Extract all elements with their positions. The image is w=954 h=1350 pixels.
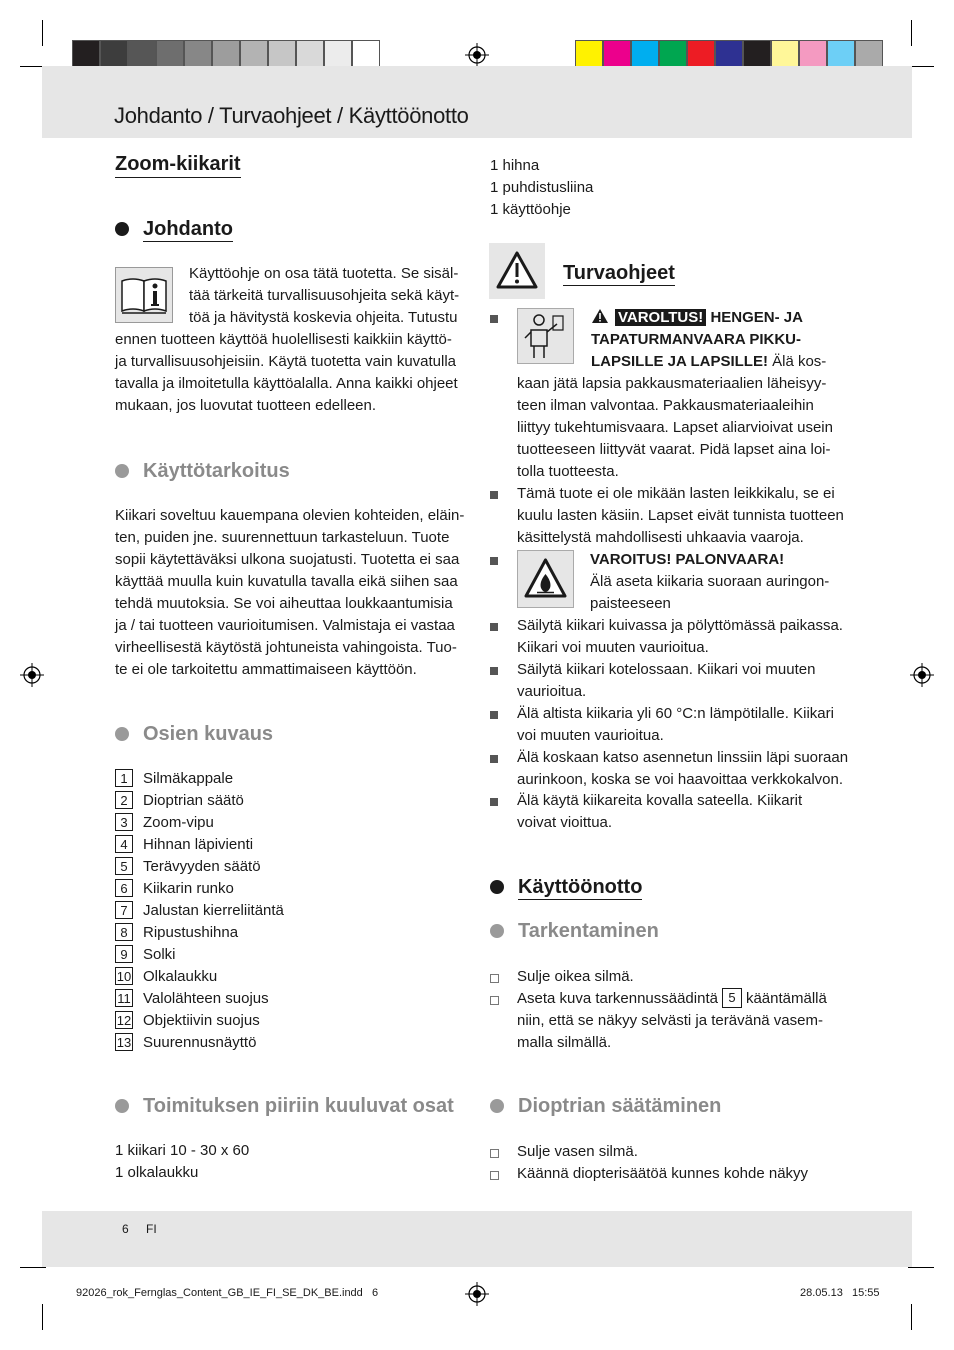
safety-item-heat: Älä altista kiikaria yli 60 °C:n lämpötilalle. Kiikari voi muuten vaurioitua. xyxy=(517,705,834,744)
part-label: Olkalaukku xyxy=(143,968,218,985)
checkbox-bullet xyxy=(490,996,499,1005)
part-number: 9 xyxy=(115,945,133,963)
color-swatch xyxy=(631,40,659,69)
color-swatch xyxy=(603,40,631,69)
color-swatch xyxy=(659,40,687,69)
purpose-text: Kiikari soveltuu kauempana olevien kohteiden, eläin- ten, puiden jne. suurennettuun tarkasteluun. Tuote sopii käytettäväksi ulkona suojatusti. Tuotetta ei saa käyttää muulla kuin kuvatulla tavalla eikä siihen saa tehdä muutoksia. Se voi aiheuttaa loukkaantumisia ja / tai tuotteen vaurioitumisen. Valmistaja ei vastaa virheellisestä käytöstä johtuneista vahingoista. Tuo- te ei ole tarkoitettu ammattimaiseen käyttöön. xyxy=(115,507,465,678)
bullet xyxy=(490,711,498,719)
color-swatch xyxy=(100,40,128,69)
color-swatch xyxy=(575,40,603,69)
bullet xyxy=(490,755,498,763)
color-swatch xyxy=(128,40,156,69)
intro-heading: Johdanto xyxy=(115,217,233,241)
warning-triangle-icon xyxy=(489,243,545,299)
registration-mark-icon xyxy=(465,43,489,67)
color-swatch xyxy=(212,40,240,69)
color-swatch xyxy=(240,40,268,69)
crop-mark xyxy=(42,1304,43,1330)
focus-heading: Tarkentaminen xyxy=(490,919,659,943)
delivery-list: 1 kiikari 10 - 30 x 60 1 olkalaukku xyxy=(115,1142,250,1181)
grey-color-bar xyxy=(72,40,380,69)
part-label: Hihnan läpivienti xyxy=(143,836,254,853)
focus-step-1: Sulje oikea silmä. xyxy=(517,968,634,985)
part-number: 7 xyxy=(115,901,133,919)
safety-item-dry: Säilytä kiikari kuivassa ja pölyttömässä paikassa. Kiikari voi muuten vaurioitua. xyxy=(517,617,843,656)
part-number: 8 xyxy=(115,923,133,941)
color-swatch xyxy=(268,40,296,69)
diopter-step-1: Sulje vasen silmä. xyxy=(517,1143,638,1160)
color-swatch xyxy=(743,40,771,69)
fire-hazard-icon xyxy=(517,550,574,608)
color-swatch xyxy=(771,40,799,69)
fire-warning-text: VAROITUS! PALONVAARA! Älä aseta kiikaria suoraan auringon- paisteeseen xyxy=(590,551,830,612)
part-number: 12 xyxy=(116,1013,132,1028)
part-number: 1 xyxy=(115,769,133,787)
color-swatch xyxy=(352,40,380,69)
part-number: 6 xyxy=(115,879,133,897)
checkbox-bullet xyxy=(490,1171,499,1180)
delivery-heading: Toimituksen piiriin kuuluvat osat xyxy=(115,1094,454,1118)
file-slug: 92026_rok_Fernglas_Content_GB_IE_FI_SE_DK_BE.indd 6 xyxy=(76,1287,379,1299)
registration-mark-icon xyxy=(20,663,44,687)
registration-mark-icon xyxy=(910,663,934,687)
part-label: Objektiivin suojus xyxy=(143,1012,260,1029)
intro-text: Käyttöohje on osa tätä tuotetta. Se sisäl- tää tärkeitä turvallisuusohjeita sekä käyt- töä ja hävitystä koskevia ohjeita. Tutustu ennen tuotteen käyttöä huolellisesti kaikkiin käyttö- ja turvallisuusohjeisiin. Käytä tuotetta vain kuvatulla tavalla ja ilmoitetulla käyttöalalla. Anna kaikki ohjeet mukaan, jos luovutat tuotteen edelleen. xyxy=(115,265,460,414)
diopter-heading: Dioptrian säätäminen xyxy=(490,1094,721,1118)
part-label: Terävyyden säätö xyxy=(143,858,261,875)
crop-mark xyxy=(911,1304,912,1330)
checkbox-bullet xyxy=(490,1149,499,1158)
language-code: FI xyxy=(146,1222,157,1236)
bullet xyxy=(490,798,498,806)
part-label: Suurennusnäyttö xyxy=(143,1034,257,1051)
part-label: Valolähteen suojus xyxy=(143,990,269,1007)
warning-child-text: VAROLTUS! HENGEN- JA TAPATURMANVAARA PIKKU- LAPSILLE JA LAPSILLE! Älä kos- kaan jätä lapsia pakkausmateriaalien läheisyy- teen ilman valvontaa. Pakkausmateriaaleihin liittyy tukehtumisvaara. Lapset aliarvioivat usein tuotteeseen liittyvät vaarat. Pidä lapset aina loi- tolla tuotteesta. xyxy=(517,309,833,480)
safety-item-sun: Älä koskaan katso asennetun linssiin läpi suoraan aurinkoon, koska se voi haavoittaa verkkokalvon. xyxy=(517,749,849,788)
color-swatch xyxy=(799,40,827,69)
delivery-list-continued: 1 hihna 1 puhdistusliina 1 käyttöohje xyxy=(490,157,594,218)
part-number: 13 xyxy=(116,1035,132,1050)
focus-step-2: Aseta kuva tarkennussäädintä 5 kääntämällä niin, että se näkyy selvästi ja terävänä vasem- malla silmällä. xyxy=(517,990,827,1051)
small-warning-icon xyxy=(591,308,609,324)
page-title: Johdanto / Turvaohjeet / Käyttöönotto xyxy=(114,103,469,128)
color-swatch xyxy=(715,40,743,69)
bullet xyxy=(490,667,498,675)
color-swatch xyxy=(324,40,352,69)
color-swatch xyxy=(687,40,715,69)
cmyk-color-bar xyxy=(575,40,883,69)
part-number: 5 xyxy=(115,857,133,875)
diopter-step-2: Käännä diopterisäätöä kunnes kohde näkyy xyxy=(517,1165,809,1182)
part-number: 3 xyxy=(115,813,133,831)
safety-item-toy: Tämä tuote ei ole mikään lasten leikkikalu, se ei kuulu lasten käsiin. Lapset eivät tunnista tuotteen käsittelystä mahdollisesti uhkaavia vaaroja. xyxy=(517,485,844,546)
color-swatch xyxy=(156,40,184,69)
setup-heading: Käyttöönotto xyxy=(490,875,642,899)
part-label: Solki xyxy=(143,946,176,963)
part-number: 11 xyxy=(115,989,133,1007)
color-swatch xyxy=(855,40,883,69)
part-label: Kiikarin runko xyxy=(143,880,234,897)
part-label: Zoom-vipu xyxy=(143,814,214,831)
bullet xyxy=(490,491,498,499)
part-label: Silmäkappale xyxy=(143,770,234,787)
parts-heading: Osien kuvaus xyxy=(115,722,273,746)
safety-item-rain: Älä käytä kiikareita kovalla sateella. Kiikarit voivat vioittua. xyxy=(517,792,803,831)
purpose-heading: Käyttötarkoitus xyxy=(115,459,290,483)
crop-mark xyxy=(20,1267,46,1268)
part-label: Jalustan kierreliitäntä xyxy=(143,902,284,919)
page-number: 6 xyxy=(122,1222,129,1236)
print-date: 28.05.13 15:55 xyxy=(800,1287,880,1299)
crop-mark xyxy=(42,20,43,46)
crop-mark xyxy=(911,20,912,46)
part-number: 2 xyxy=(115,791,133,809)
safety-item-case: Säilytä kiikari kotelossaan. Kiikari voi muuten vaurioitua. xyxy=(517,661,816,700)
bullet xyxy=(490,557,498,565)
footer-band xyxy=(42,1211,912,1267)
part-number: 4 xyxy=(115,835,133,853)
registration-mark-icon xyxy=(465,1282,489,1306)
color-swatch xyxy=(184,40,212,69)
bullet xyxy=(490,623,498,631)
bullet xyxy=(490,315,498,323)
safety-heading: Turvaohjeet xyxy=(563,262,675,284)
color-swatch xyxy=(72,40,100,69)
part-number: 10 xyxy=(116,969,132,984)
color-swatch xyxy=(827,40,855,69)
part-label: Dioptrian säätö xyxy=(143,792,244,809)
checkbox-bullet xyxy=(490,974,499,983)
color-swatch xyxy=(296,40,324,69)
part-label: Ripustushihna xyxy=(143,924,239,941)
crop-mark xyxy=(908,1267,934,1268)
product-title: Zoom-kiikarit xyxy=(115,152,241,178)
